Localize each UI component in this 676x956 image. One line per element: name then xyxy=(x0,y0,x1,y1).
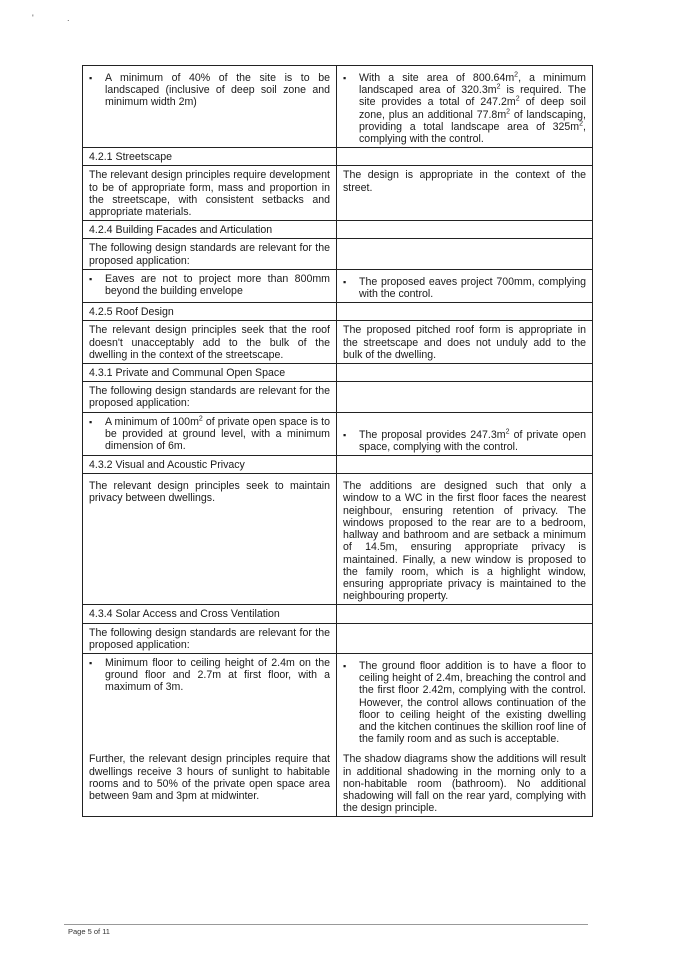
bullet-icon: ▪ xyxy=(89,73,93,83)
standard-text: Minimum floor to ceiling height of 2.4m on the ground floor and 2.7m at first floor, with a maximum of 3m. xyxy=(105,656,330,694)
table-row xyxy=(83,623,593,653)
standard-cell: The relevant design principles seek to maintain privacy between dwellings. xyxy=(83,474,337,605)
section-heading: 4.3.4 Solar Access and Cross Ventilation xyxy=(83,605,337,623)
standard-cell: The relevant design principles seek that the roof doesn't unacceptably add to the bulk of the dwelling in the context of the streetscape. xyxy=(83,321,337,364)
assessment-cell: The additions are designed such that only a window to a WC in the first floor faces the nearest neighbour, ensuring retention of privacy. The windows proposed to the rear are to a bedroom, hallway and bathroom and are setback a minimum of 14.5m, ensuring appropriate privacy is maintained. Finally, a new window is proposed to the family room, which is a highlight window, ensuring appropriate privacy is maintained to the neighbouring property. xyxy=(337,474,593,605)
scan-mark: . xyxy=(67,13,70,23)
table-row xyxy=(83,653,593,745)
section-heading-row xyxy=(83,605,593,623)
section-heading-row xyxy=(83,148,593,166)
assessment-cell: The design is appropriate in the context of the street. xyxy=(337,166,593,221)
intro-cell: The following design standards are relevant for the proposed application: xyxy=(83,623,337,653)
standard-text: A minimum of $100m^2$ of private open space is to be provided at ground level, with a minimum dimension of 6m. xyxy=(105,415,330,453)
bullet-icon: ▪ xyxy=(89,416,93,427)
bullet-icon: ▪ xyxy=(343,73,347,83)
table-row xyxy=(83,166,593,221)
standard-cell xyxy=(83,269,337,302)
assessment-cell xyxy=(337,653,593,745)
bullet-icon: ▪ xyxy=(89,273,93,284)
section-heading: 4.2.5 Roof Design xyxy=(83,303,337,321)
scan-mark: ' xyxy=(32,13,34,23)
table-row xyxy=(83,382,593,412)
section-heading-row xyxy=(83,456,593,474)
bullet-icon: ▪ xyxy=(343,429,347,440)
standard-text: A minimum of 40% of the site is to be landscaped (inclusive of deep soil zone and minimum width 2m) xyxy=(105,72,330,109)
table-row xyxy=(83,412,593,455)
assessment-table xyxy=(82,65,593,817)
standard-cell xyxy=(83,412,337,455)
section-heading-row xyxy=(83,303,593,321)
section-heading-row xyxy=(83,364,593,382)
footer-rule xyxy=(64,924,588,925)
assessment-text: The proposed eaves project 700mm, complying with the control. xyxy=(359,275,586,301)
assessment-text: The proposal provides $247.3m^2$ of private open space, complying with the control. xyxy=(359,428,586,453)
assessment-cell xyxy=(337,66,593,148)
section-heading: 4.2.4 Building Facades and Articulation xyxy=(83,221,337,239)
assessment-cell: The proposed pitched roof form is appropriate in the streetscape and does not unduly add to the bulk of the dwelling. xyxy=(337,321,593,364)
section-heading: 4.3.2 Visual and Acoustic Privacy xyxy=(83,456,337,474)
assessment-text: The ground floor addition is to have a floor to ceiling height of 2.4m, breaching the control and the first floor 2.42m, complying with the control. However, the control allows continuation of the floor to ceiling height of the existing dwelling and the kitchen continues the skillion roof line of the family room and as such is acceptable. xyxy=(359,659,586,746)
table-row xyxy=(83,321,593,364)
standard-cell: The relevant design principles require development to be of appropriate form, mass and proportion in the streetscape, with consistent setbacks and appropriate materials. xyxy=(83,166,337,221)
bullet-icon: ▪ xyxy=(343,276,347,287)
table-row xyxy=(83,66,593,148)
intro-cell: The following design standards are relevant for the proposed application: xyxy=(83,382,337,412)
page-number: Page 5 of 11 xyxy=(68,927,110,936)
section-heading-row xyxy=(83,221,593,239)
bullet-icon: ▪ xyxy=(343,660,347,671)
section-heading: 4.3.1 Private and Communal Open Space xyxy=(83,364,337,382)
assessment-cell: The shadow diagrams show the additions will result in additional shadowing in the morning only to a non-habitable room (bathroom). No additional shadowing will fall on the rear yard, complying with the design principle. xyxy=(337,745,593,817)
table-row xyxy=(83,474,593,605)
intro-cell: The following design standards are relevant for the proposed application: xyxy=(83,239,337,269)
assessment-text: With a site area of $800.64m^2$, a minimum landscaped area of $320.3m^2$ is required. The site provides a total of $247.2m^2$ of deep soil zone, plus an additional $77.8m^2$ of landscaping, providing a total landscape area of $325m^2$, complying with the control. xyxy=(359,71,587,146)
table-row xyxy=(83,269,593,302)
assessment-cell xyxy=(337,412,593,455)
table-row xyxy=(83,745,593,817)
standard-text: Eaves are not to project more than 800mm beyond the building envelope xyxy=(105,272,330,298)
standard-cell: Further, the relevant design principles require that dwellings receive 3 hours of sunlight to habitable rooms and to 50% of the private open space area between 9am and 3pm at midwinter. xyxy=(83,745,337,817)
standard-cell xyxy=(83,66,337,148)
bullet-icon: ▪ xyxy=(89,657,93,668)
standard-cell xyxy=(83,653,337,745)
table-row xyxy=(83,239,593,269)
assessment-cell xyxy=(337,269,593,302)
section-heading: 4.2.1 Streetscape xyxy=(83,148,337,166)
